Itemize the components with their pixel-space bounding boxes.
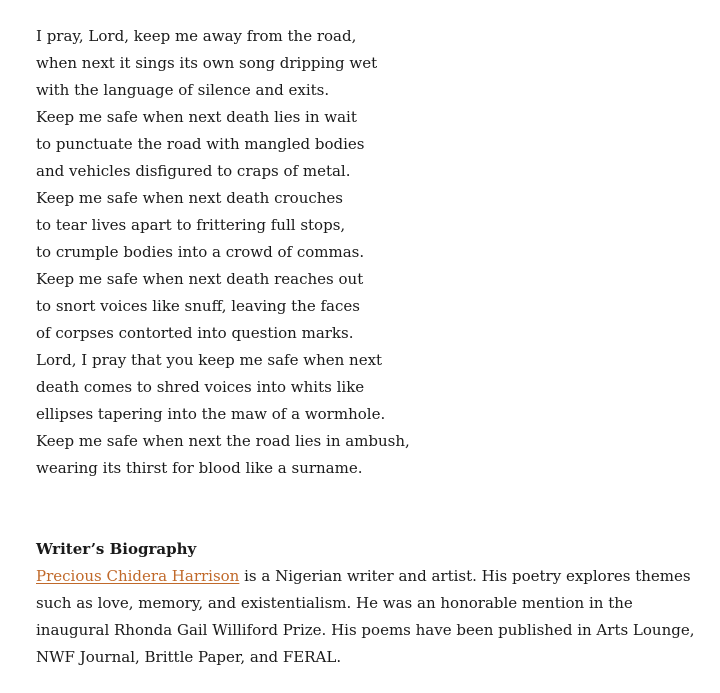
biography-text	[36, 563, 696, 671]
poem-line: with the language of silence and exits.	[36, 81, 330, 99]
poem-line: Keep me safe when next death lies in wait	[36, 108, 357, 126]
poem-line: to punctuate the road with mangled bodies	[36, 135, 365, 153]
poem-line: Keep me safe when next the road lies in ambush,	[36, 432, 410, 450]
poem-line: to tear lives apart to frittering full stops,	[36, 216, 346, 234]
biography-heading: Writer’s Biography	[36, 540, 197, 558]
author-link[interactable]: Precious Chidera Harrison	[36, 567, 240, 585]
poem-line: Keep me safe when next death reaches out	[36, 270, 364, 288]
poem	[36, 23, 696, 482]
poem-line: Keep me safe when next death crouches	[36, 189, 344, 207]
poem-line: I pray, Lord, keep me away from the road,	[36, 27, 357, 45]
poem-line: wearing its thirst for blood like a surname.	[36, 459, 363, 477]
poem-line: of corpses contorted into question marks.	[36, 324, 354, 342]
poem-line: to crumple bodies into a crowd of commas.	[36, 243, 365, 261]
poem-line: and vehicles disfigured to craps of metal.	[36, 162, 351, 180]
poem-line: when next it sings its own song dripping wet	[36, 54, 378, 72]
writer-biography	[36, 536, 696, 671]
poem-line: death comes to shred voices into whits like	[36, 378, 365, 396]
poem-line: ellipses tapering into the maw of a wormhole.	[36, 405, 386, 423]
biography-body: is a Nigerian writer and artist. His poetry explores themes such as love, memory, and existentialism. He was an honorable mention in the inaugural Rhonda Gail Williford Prize. His poems have been published in Arts Lounge, NWF Journal, Brittle Paper, and FERAL.	[36, 567, 695, 666]
poem-line: Lord, I pray that you keep me safe when next	[36, 351, 383, 369]
poem-line: to snort voices like snuff, leaving the faces	[36, 297, 360, 315]
